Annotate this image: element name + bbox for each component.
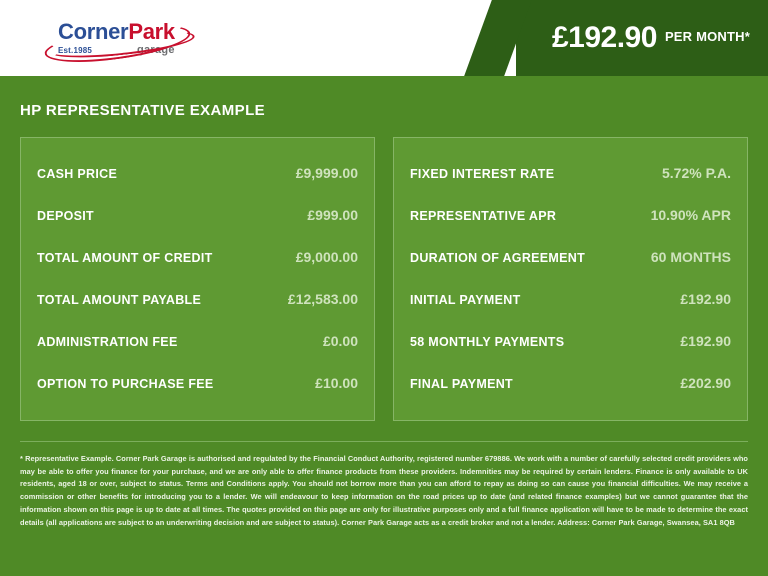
logo-wordmark	[58, 18, 175, 44]
row-label: INITIAL PAYMENT	[410, 293, 521, 307]
row-label: ADMINISTRATION FEE	[37, 335, 178, 349]
table-row	[410, 362, 731, 404]
page-header	[0, 0, 768, 76]
table-row	[410, 194, 731, 236]
page-title: HP REPRESENTATIVE EXAMPLE	[20, 102, 266, 119]
logo-word-park: Park	[128, 18, 175, 44]
row-label: 58 MONTHLY PAYMENTS	[410, 335, 565, 349]
monthly-price-amount: £192.90	[551, 21, 657, 54]
table-row	[410, 278, 731, 320]
table-row	[37, 320, 358, 362]
corner-park-garage-logo	[58, 18, 175, 56]
monthly-price-period: PER MONTH*	[664, 29, 750, 44]
monthly-price-banner	[516, 0, 768, 76]
logo-zone	[0, 0, 516, 76]
logo-word-corner: Corner	[58, 18, 129, 44]
representative-example-disclaimer: * Representative Example. Corner Park Garage is authorised and regulated by the Financial Conduct Authority, registered number 679886. We work with a number of carefully selected credit providers who may be able to offer you finance for your purchase, and we are only able to offer finance products from these providers. Indemnities may be required by certain lenders. Finance is only available to UK residents, aged 18 or over, subject to status. Terms and Conditions apply. You should not borrow more than you can afford to repay as doing so can cause you financial difficulties. We may receive a commission or other benefits for introducing you to a lender. We will endeavour to keep information on the road prices up to date (and related finance examples) but we cannot guarantee that the information shown on this page is up to date at all times. The quotes provided on this page are only for illustrative purposes only and a full finance application will have to be made to determine the exact details (all applications are subject to an underwriting decision and are subject to status). Corner Park Garage acts as a credit broker and not a lender. Address: Corner Park Garage, Swansea, SA1 8QB	[20, 441, 748, 529]
table-row	[410, 320, 731, 362]
table-row	[37, 152, 358, 194]
row-label: FIXED INTEREST RATE	[410, 167, 555, 181]
row-value: £202.90	[680, 375, 731, 391]
finance-details-panels	[0, 137, 768, 421]
row-value: £9,000.00	[295, 249, 358, 265]
row-value: £999.00	[307, 207, 358, 223]
row-value: £12,583.00	[287, 291, 358, 307]
table-row	[37, 194, 358, 236]
row-label: FINAL PAYMENT	[410, 377, 513, 391]
table-row	[410, 152, 731, 194]
row-label: REPRESENTATIVE APR	[410, 209, 557, 223]
row-label: TOTAL AMOUNT PAYABLE	[37, 293, 202, 307]
row-value: £10.00	[315, 375, 358, 391]
finance-panel-right	[393, 137, 748, 421]
table-row	[410, 236, 731, 278]
row-value: £192.90	[680, 291, 731, 307]
table-row	[37, 362, 358, 404]
row-label: CASH PRICE	[37, 167, 118, 181]
finance-panel-left	[20, 137, 375, 421]
row-value: 60 MONTHS	[650, 249, 731, 265]
row-value: 10.90% APR	[650, 207, 731, 223]
row-label: TOTAL AMOUNT OF CREDIT	[37, 251, 213, 265]
row-label: DURATION OF AGREEMENT	[410, 251, 586, 265]
table-row	[37, 236, 358, 278]
row-value: £9,999.00	[295, 165, 358, 181]
logo-subline	[58, 45, 175, 56]
row-value: £192.90	[680, 333, 731, 349]
table-row	[37, 278, 358, 320]
row-label: DEPOSIT	[37, 209, 94, 223]
row-value: 5.72% P.A.	[661, 165, 731, 181]
row-label: OPTION TO PURCHASE FEE	[37, 377, 214, 391]
logo-word-garage: garage	[136, 43, 175, 56]
row-value: £0.00	[322, 333, 358, 349]
logo-established-text: Est.1985	[58, 45, 93, 55]
